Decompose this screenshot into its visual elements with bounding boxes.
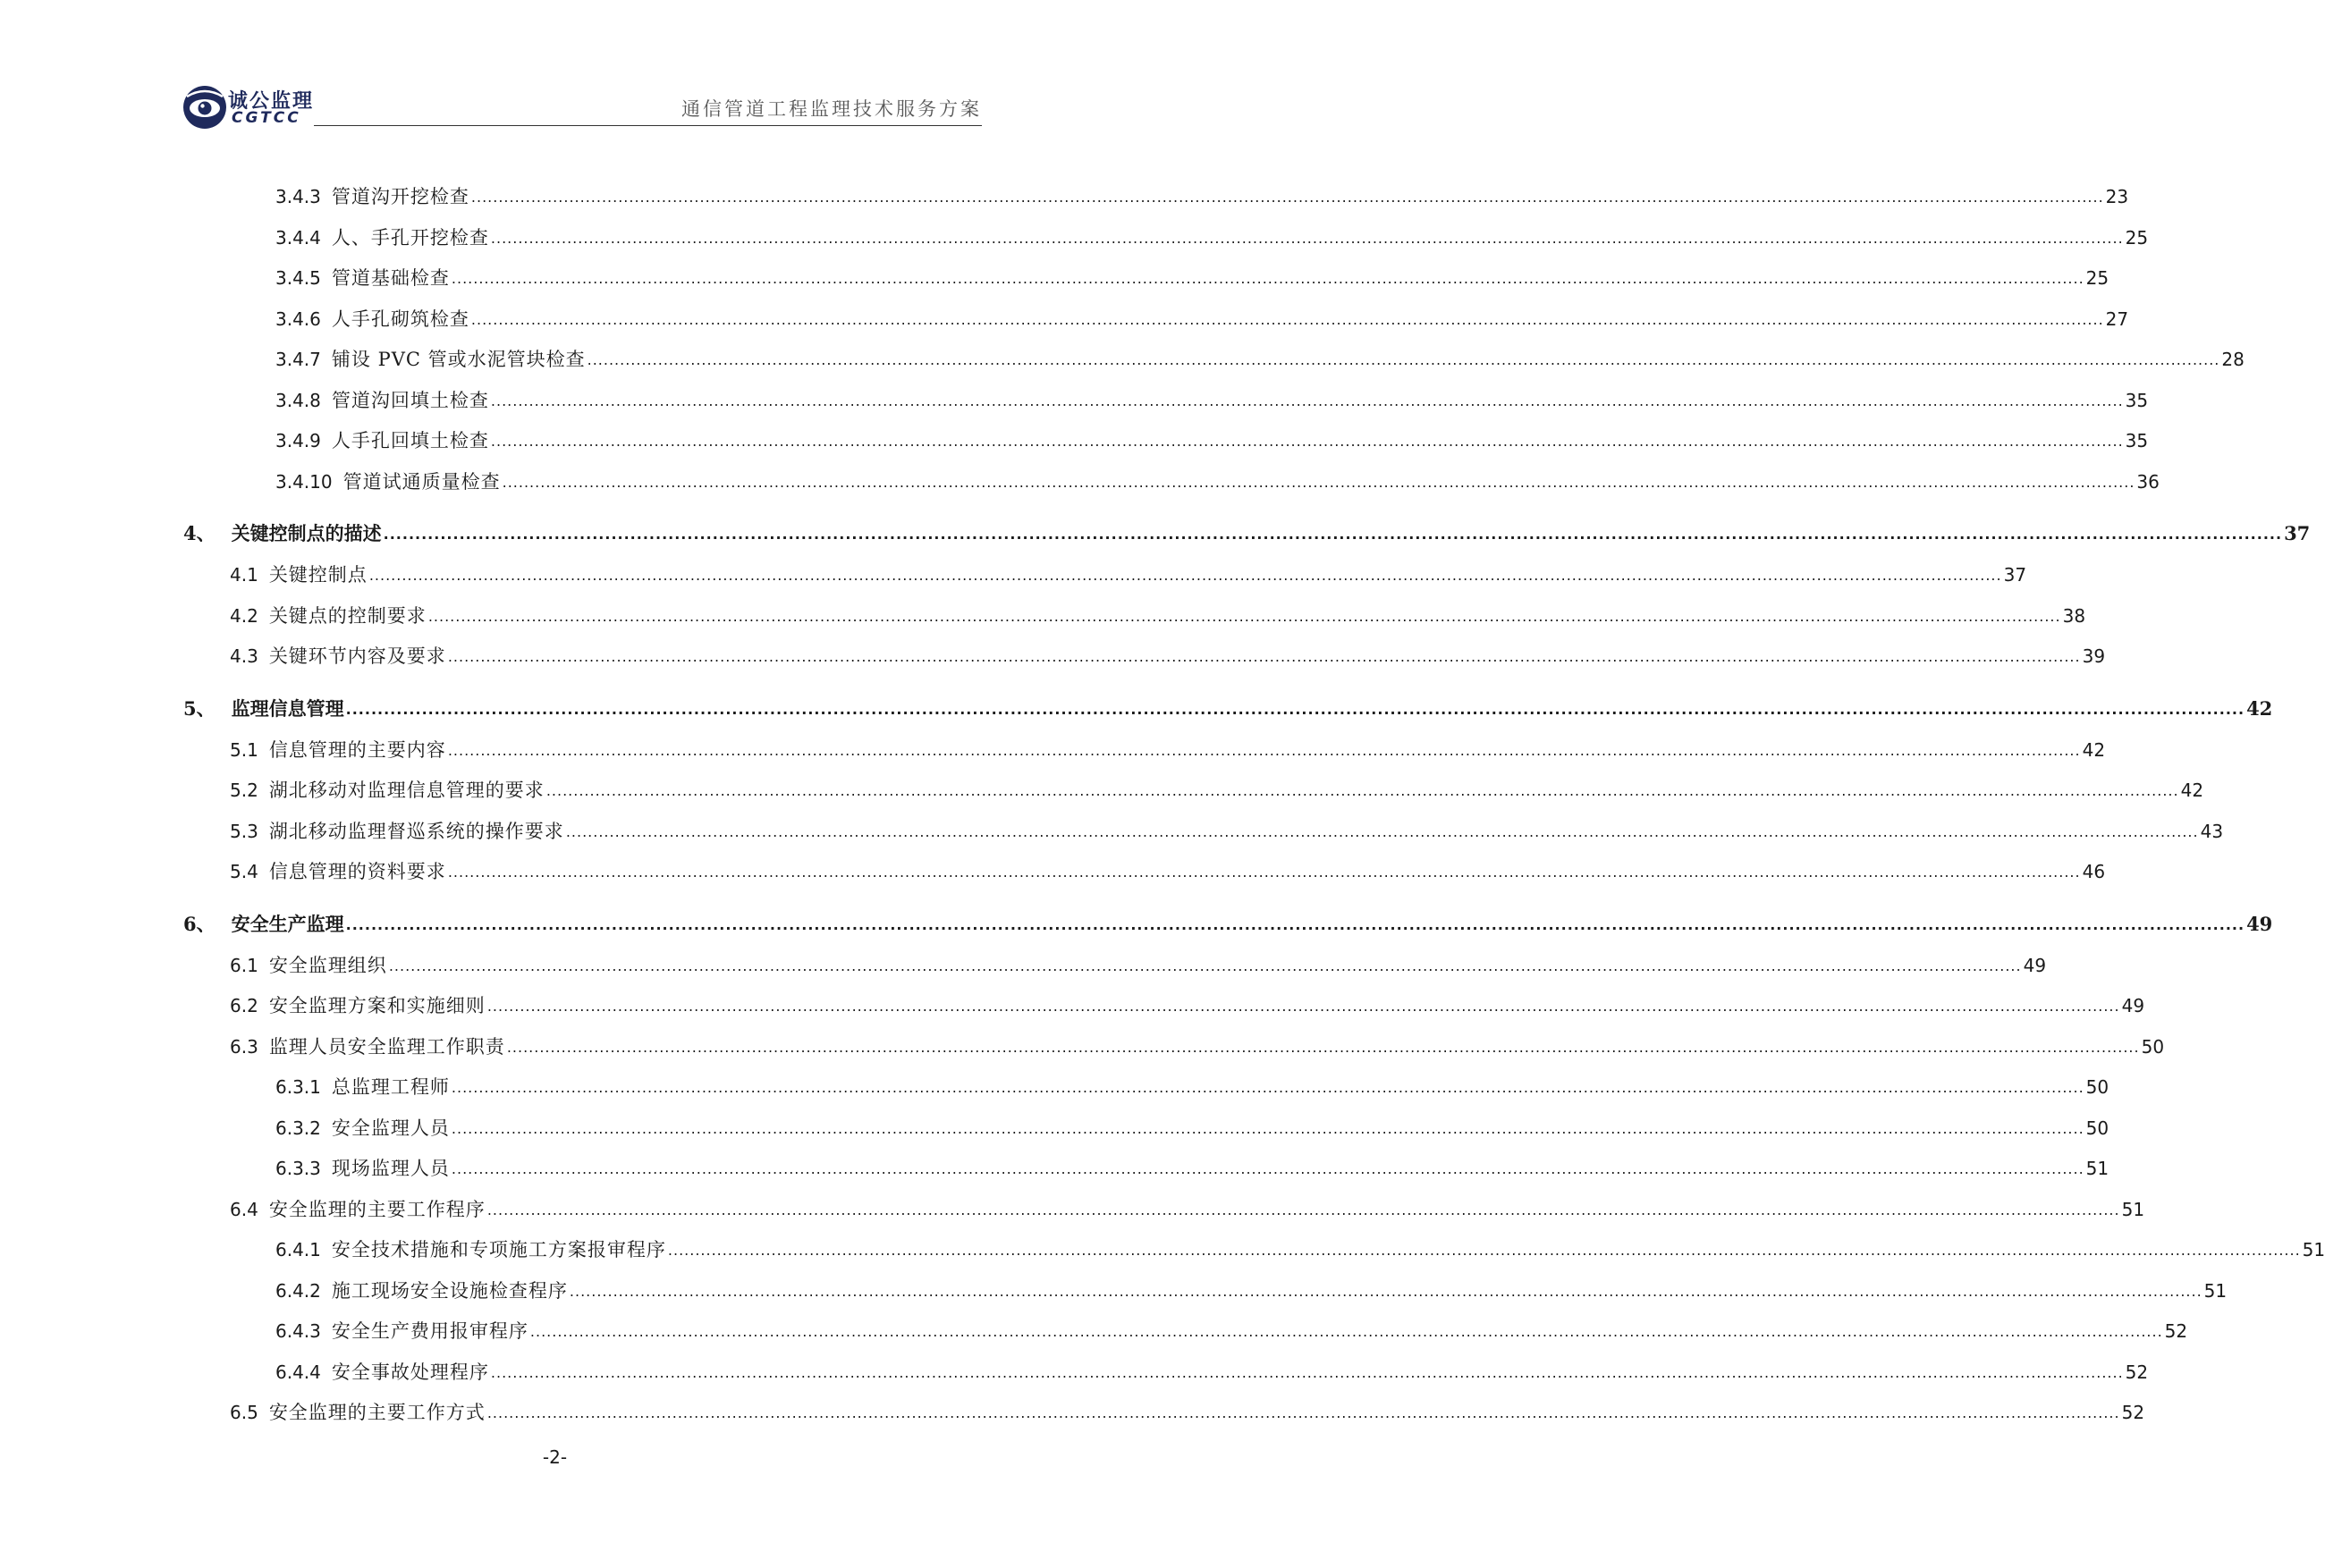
toc-entry-page: 38 bbox=[2062, 605, 2086, 627]
toc-entry-title: 安全监理的主要工作方式 bbox=[268, 1402, 486, 1423]
toc-entry-number: 5、 bbox=[183, 697, 216, 720]
toc-entry[interactable] bbox=[275, 224, 2149, 251]
page-header bbox=[182, 82, 982, 129]
toc-leader-dots: ............................................................................................................................................................................................................................................................................................................ bbox=[447, 864, 2081, 881]
toc-entry-number: 6.4.2 bbox=[275, 1280, 321, 1302]
toc-leader-dots: ............................................................................................................................................................................................................................................................................................................ bbox=[470, 189, 2104, 206]
toc-entry-number: 4.2 bbox=[230, 605, 258, 627]
toc-entry-page: 39 bbox=[2082, 645, 2106, 667]
toc-entry-page: 35 bbox=[2125, 430, 2149, 451]
toc-leader-dots: ............................................................................................................................................................................................................................................................................................................ bbox=[565, 823, 2199, 840]
toc-entry-page: 50 bbox=[2085, 1076, 2109, 1098]
toc-entry-page: 23 bbox=[2105, 186, 2129, 207]
toc-leader-dots: ............................................................................................................................................................................................................................................................................................................ bbox=[368, 567, 2002, 584]
toc-entry-page: 49 bbox=[2023, 955, 2047, 976]
toc-entry-number: 4.1 bbox=[230, 564, 258, 586]
toc-entry-page: 52 bbox=[2121, 1402, 2145, 1423]
toc-entry-number: 5.1 bbox=[230, 739, 258, 761]
toc-leader-dots: ............................................................................................................................................................................................................................................................................................................ bbox=[451, 1120, 2084, 1137]
toc-entry-title: 安全监理组织 bbox=[268, 955, 387, 976]
toc-entry[interactable] bbox=[275, 346, 2245, 373]
toc-leader-dots: ............................................................................................................................................................................................................................................................................................................ bbox=[447, 648, 2081, 665]
toc-entry[interactable] bbox=[230, 952, 2047, 979]
toc-entry[interactable] bbox=[230, 992, 2145, 1019]
toc-entry-page: 42 bbox=[2082, 739, 2106, 761]
toc-entry[interactable] bbox=[275, 1236, 2325, 1263]
toc-leader-dots: ............................................................................................................................................................................................................................................................................................................ bbox=[545, 782, 2179, 799]
toc-entry-title: 人手孔回填土检查 bbox=[331, 430, 489, 451]
toc-entry[interactable] bbox=[275, 306, 2129, 333]
toc-entry-number: 3.4.6 bbox=[275, 308, 321, 330]
toc-entry[interactable] bbox=[275, 265, 2109, 291]
toc-entry-page: 42 bbox=[2180, 780, 2204, 801]
toc-entry[interactable] bbox=[275, 1074, 2109, 1100]
toc-entry-title: 安全监理的主要工作程序 bbox=[268, 1199, 486, 1220]
toc-entry[interactable] bbox=[275, 427, 2149, 454]
toc-entry-title: 人、手孔开挖检查 bbox=[331, 227, 489, 249]
toc-entry-page: 52 bbox=[2125, 1361, 2149, 1383]
toc-entry[interactable] bbox=[183, 520, 2311, 547]
toc-leader-dots: ............................................................................................................................................................................................................................................................................................................ bbox=[470, 311, 2104, 328]
toc-entry-title: 人手孔砌筑检查 bbox=[331, 308, 469, 330]
toc-leader-dots: ............................................................................................................................................................................................................................................................................................................ bbox=[502, 474, 2135, 491]
toc-entry-page: 42 bbox=[2246, 697, 2273, 720]
toc-entry-title: 管道试通质量检查 bbox=[342, 471, 501, 493]
toc-leader-dots: ............................................................................................................................................................................................................................................................................................................ bbox=[490, 230, 2124, 247]
toc-entry-page: 46 bbox=[2082, 861, 2106, 882]
toc-entry-number: 6.1 bbox=[230, 955, 258, 976]
toc-entry-number: 6.3 bbox=[230, 1036, 258, 1058]
toc-leader-dots: ............................................................................................................................................................................................................................................................................................................ bbox=[529, 1323, 2163, 1340]
toc-entry[interactable] bbox=[230, 1196, 2145, 1223]
toc-leader-dots: ............................................................................................................................................................................................................................................................................................................ bbox=[486, 1404, 2120, 1421]
toc-leader-dots: ............................................................................................................................................................................................................................................................................................................ bbox=[569, 1283, 2202, 1300]
toc-entry-number: 3.4.7 bbox=[275, 349, 321, 370]
toc-entry[interactable] bbox=[230, 777, 2204, 804]
toc-leader-dots: ............................................................................................................................................................................................................................................................................................................ bbox=[451, 1160, 2084, 1177]
toc-leader-dots: ............................................................................................................................................................................................................................................................................................................ bbox=[490, 1364, 2124, 1381]
toc-entry-number: 4、 bbox=[183, 522, 216, 544]
toc-leader-dots: ............................................................................................................................................................................................................................................................................................................ bbox=[486, 998, 2120, 1015]
toc-entry-page: 35 bbox=[2125, 390, 2149, 411]
toc-entry[interactable] bbox=[230, 818, 2224, 845]
toc-entry-page: 49 bbox=[2246, 913, 2273, 935]
toc-entry-number: 6.3.3 bbox=[275, 1158, 321, 1179]
toc-entry-number: 5.3 bbox=[230, 821, 258, 842]
toc-leader-dots: ............................................................................................................................................................................................................................................................................................................ bbox=[667, 1242, 2301, 1259]
toc-entry-page: 51 bbox=[2085, 1158, 2109, 1179]
toc-entry[interactable] bbox=[275, 468, 2160, 495]
toc-entry[interactable] bbox=[230, 1399, 2145, 1426]
toc-entry-page: 52 bbox=[2164, 1320, 2188, 1342]
toc-entry[interactable] bbox=[275, 1155, 2109, 1182]
toc-entry-title: 监理人员安全监理工作职责 bbox=[268, 1036, 505, 1058]
toc-entry-page: 27 bbox=[2105, 308, 2129, 330]
toc-entry[interactable] bbox=[230, 737, 2106, 763]
toc-entry-title: 管道沟回填土检查 bbox=[331, 390, 489, 411]
toc-entry-page: 50 bbox=[2141, 1036, 2165, 1058]
toc-entry[interactable] bbox=[183, 911, 2273, 938]
toc-entry[interactable] bbox=[230, 643, 2106, 670]
toc-entry[interactable] bbox=[275, 387, 2149, 414]
toc-entry[interactable] bbox=[275, 183, 2129, 210]
toc-leader-dots: ............................................................................................................................................................................................................................................................................................................ bbox=[490, 392, 2124, 409]
toc-entry-number: 6.3.2 bbox=[275, 1117, 321, 1139]
toc-entry-page: 51 bbox=[2203, 1280, 2228, 1302]
toc-entry-title: 监理信息管理 bbox=[231, 697, 344, 720]
toc-leader-dots: ............................................................................................................................................................................................................................................................................................................ bbox=[388, 957, 2022, 974]
toc-entry-page: 25 bbox=[2125, 227, 2149, 249]
toc-entry-title: 安全监理人员 bbox=[331, 1117, 450, 1139]
toc-entry-number: 6.4.3 bbox=[275, 1320, 321, 1342]
toc-entry-number: 3.4.9 bbox=[275, 430, 321, 451]
toc-entry-title: 关键点的控制要求 bbox=[268, 605, 427, 627]
toc-entry-number: 3.4.8 bbox=[275, 390, 321, 411]
toc-entry-number: 3.4.10 bbox=[275, 471, 333, 493]
toc-leader-dots: ............................................................................................................................................................................................................................................................................................................ bbox=[345, 916, 2245, 933]
toc-entry-title: 安全监理方案和实施细则 bbox=[268, 995, 486, 1016]
toc-entry-page: 51 bbox=[2121, 1199, 2145, 1220]
toc-entry-title: 总监理工程师 bbox=[331, 1076, 450, 1098]
toc-entry-page: 36 bbox=[2136, 471, 2160, 493]
toc-leader-dots: ............................................................................................................................................................................................................................................................................................................ bbox=[486, 1201, 2120, 1218]
toc-entry-title: 安全技术措施和专项施工方案报审程序 bbox=[331, 1239, 666, 1260]
toc-entry-title: 信息管理的资料要求 bbox=[268, 861, 446, 882]
toc-entry-title: 施工现场安全设施检查程序 bbox=[331, 1280, 568, 1302]
toc-entry[interactable] bbox=[275, 1359, 2149, 1386]
toc-entry-number: 3.4.4 bbox=[275, 227, 321, 249]
toc-entry-number: 5.4 bbox=[230, 861, 258, 882]
toc-entry-page: 49 bbox=[2121, 995, 2145, 1016]
toc-leader-dots: ............................................................................................................................................................................................................................................................................................................ bbox=[451, 270, 2084, 287]
document-title: 通信管道工程监理技术服务方案 bbox=[681, 98, 982, 120]
toc-entry-number: 6.4.1 bbox=[275, 1239, 321, 1260]
toc-entry-title: 关键环节内容及要求 bbox=[268, 645, 446, 667]
toc-entry-title: 信息管理的主要内容 bbox=[268, 739, 446, 761]
toc-leader-dots: ............................................................................................................................................................................................................................................................................................................ bbox=[447, 742, 2081, 759]
toc-entry[interactable] bbox=[275, 1318, 2188, 1345]
toc-entry[interactable] bbox=[230, 858, 2106, 885]
header-divider bbox=[314, 125, 982, 126]
toc-entry-page: 37 bbox=[2003, 564, 2027, 586]
toc-entry-page: 43 bbox=[2200, 821, 2224, 842]
toc-leader-dots: ............................................................................................................................................................................................................................................................................................................ bbox=[506, 1039, 2140, 1056]
toc-entry-page: 37 bbox=[2284, 522, 2311, 544]
toc-entry-page: 51 bbox=[2302, 1239, 2325, 1260]
page-number: -2- bbox=[542, 1446, 568, 1468]
company-name-en: CGTCC bbox=[232, 109, 301, 127]
toc-entry-title: 关键控制点 bbox=[268, 564, 368, 586]
toc-entry[interactable] bbox=[230, 603, 2086, 629]
toc-entry-number: 6.4 bbox=[230, 1199, 258, 1220]
company-logo-icon bbox=[182, 84, 228, 131]
company-name-cn: 诚公监理 bbox=[228, 90, 315, 113]
toc-entry-title: 安全事故处理程序 bbox=[331, 1361, 489, 1383]
toc-entry-title: 湖北移动对监理信息管理的要求 bbox=[268, 780, 545, 801]
toc-entry-title: 管道基础检查 bbox=[331, 267, 450, 289]
toc-entry-number: 6.4.4 bbox=[275, 1361, 321, 1383]
toc-entry-title: 关键控制点的描述 bbox=[231, 522, 382, 544]
toc-entry-page: 28 bbox=[2221, 349, 2245, 370]
toc-leader-dots: ............................................................................................................................................................................................................................................................................................................ bbox=[427, 608, 2061, 625]
toc-entry-number: 3.4.5 bbox=[275, 267, 321, 289]
toc-entry-title: 安全生产费用报审程序 bbox=[331, 1320, 528, 1342]
toc-entry-number: 6.5 bbox=[230, 1402, 258, 1423]
toc-entry-number: 4.3 bbox=[230, 645, 258, 667]
toc-entry-title: 铺设 PVC 管或水泥管块检查 bbox=[331, 349, 586, 370]
toc-entry[interactable] bbox=[230, 1033, 2165, 1060]
toc-leader-dots: ............................................................................................................................................................................................................................................................................................................ bbox=[345, 701, 2245, 718]
toc-entry-number: 5.2 bbox=[230, 780, 258, 801]
toc-entry[interactable] bbox=[275, 1277, 2228, 1304]
toc-leader-dots: ............................................................................................................................................................................................................................................................................................................ bbox=[383, 526, 2283, 543]
toc-entry[interactable] bbox=[275, 1115, 2109, 1142]
toc-entry-title: 现场监理人员 bbox=[331, 1158, 450, 1179]
toc-leader-dots: ............................................................................................................................................................................................................................................................................................................ bbox=[490, 433, 2124, 450]
toc-entry[interactable] bbox=[183, 695, 2273, 722]
toc-entry-title: 安全生产监理 bbox=[231, 913, 344, 935]
toc-entry-number: 6、 bbox=[183, 913, 216, 935]
toc-entry-page: 25 bbox=[2085, 267, 2109, 289]
toc-entry-number: 6.3.1 bbox=[275, 1076, 321, 1098]
toc-entry-number: 6.2 bbox=[230, 995, 258, 1016]
toc-entry-title: 湖北移动监理督巡系统的操作要求 bbox=[268, 821, 564, 842]
toc-leader-dots: ............................................................................................................................................................................................................................................................................................................ bbox=[451, 1079, 2084, 1096]
toc-entry[interactable] bbox=[230, 561, 2027, 588]
toc-leader-dots: ............................................................................................................................................................................................................................................................................................................ bbox=[587, 351, 2220, 368]
toc-entry-number: 3.4.3 bbox=[275, 186, 321, 207]
toc-entry-title: 管道沟开挖检查 bbox=[331, 186, 469, 207]
toc-entry-page: 50 bbox=[2085, 1117, 2109, 1139]
